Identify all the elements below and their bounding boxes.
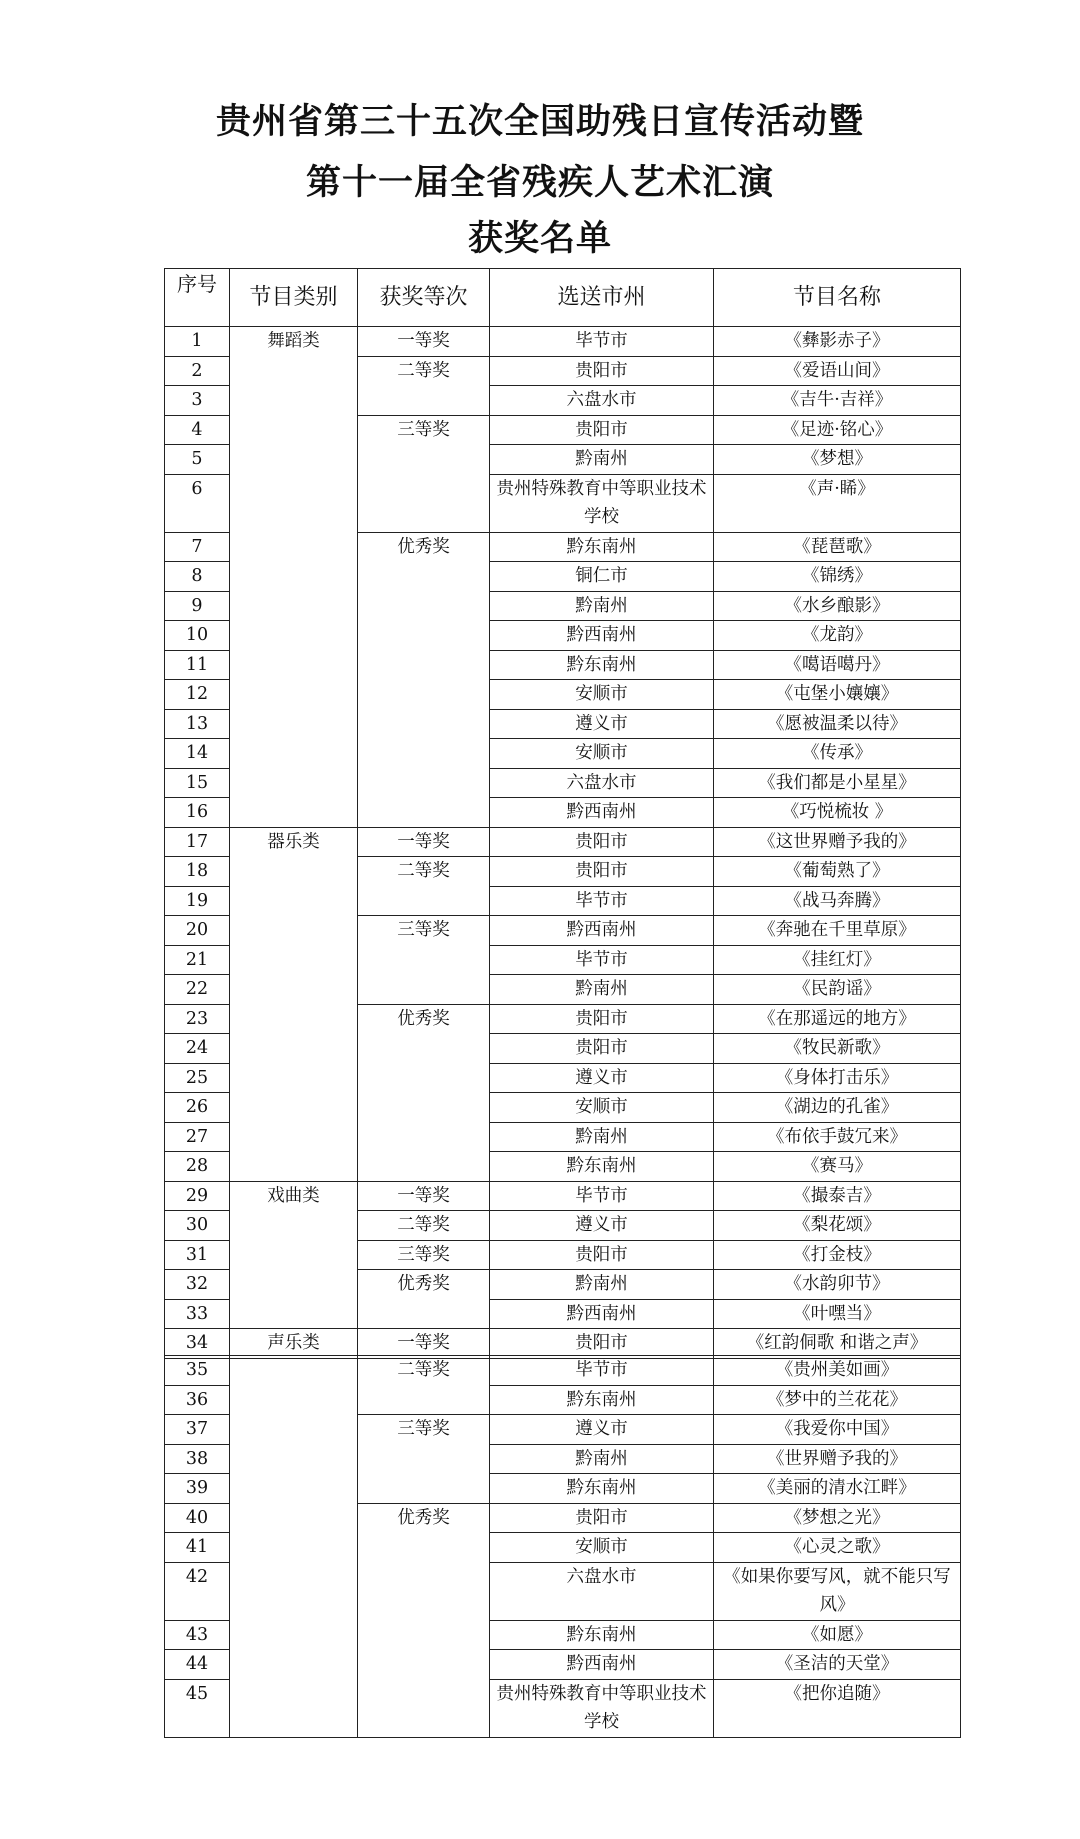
- row-number: 29: [165, 1181, 230, 1211]
- table-row: [165, 1356, 961, 1386]
- unit-cell: 贵阳市: [490, 415, 714, 445]
- unit-cell: 贵阳市: [490, 1004, 714, 1034]
- unit-cell: 毕节市: [490, 1181, 714, 1211]
- unit-cell: 黔南州: [490, 1122, 714, 1152]
- program-name-cell: 《美丽的清水江畔》: [714, 1474, 961, 1504]
- row-number: 35: [165, 1356, 230, 1386]
- unit-cell: 黔西南州: [490, 1299, 714, 1329]
- row-number: 43: [165, 1620, 230, 1650]
- award-level-cell: 优秀奖: [358, 532, 490, 827]
- unit-cell: 黔西南州: [490, 798, 714, 828]
- program-name-cell: 《叶嘿当》: [714, 1299, 961, 1329]
- award-level-cell: 一等奖: [358, 327, 490, 357]
- header-program: 节目名称: [714, 269, 961, 327]
- unit-cell: 黔东南州: [490, 1152, 714, 1182]
- program-name-cell: 《这世界赠予我的》: [714, 827, 961, 857]
- header-level: 获奖等次: [358, 269, 490, 327]
- row-number: 45: [165, 1679, 230, 1737]
- row-number: 17: [165, 827, 230, 857]
- program-name-cell: 《如果你要写风，就不能只写风》: [714, 1562, 961, 1620]
- row-number: 22: [165, 975, 230, 1005]
- unit-cell: 安顺市: [490, 1533, 714, 1563]
- award-level-cell: 二等奖: [358, 857, 490, 916]
- table-row: [165, 1329, 961, 1359]
- unit-cell: 遵义市: [490, 1211, 714, 1241]
- row-number: 19: [165, 886, 230, 916]
- award-level-cell: 一等奖: [358, 1329, 490, 1359]
- row-number: 16: [165, 798, 230, 828]
- program-name-cell: 《撮泰吉》: [714, 1181, 961, 1211]
- unit-cell: 黔西南州: [490, 1650, 714, 1680]
- award-level-cell: 三等奖: [358, 415, 490, 532]
- program-name-cell: 《挂红灯》: [714, 945, 961, 975]
- unit-cell: 安顺市: [490, 1093, 714, 1123]
- row-number: 18: [165, 857, 230, 887]
- program-name-cell: 《在那遥远的地方》: [714, 1004, 961, 1034]
- row-number: 39: [165, 1474, 230, 1504]
- unit-cell: 贵州特殊教育中等职业技术学校: [490, 1679, 714, 1737]
- unit-cell: 贵阳市: [490, 1503, 714, 1533]
- row-number: 40: [165, 1503, 230, 1533]
- program-name-cell: 《声·睎》: [714, 474, 961, 532]
- row-number: 34: [165, 1329, 230, 1359]
- program-name-cell: 《龙韵》: [714, 621, 961, 651]
- program-name-cell: 《屯堡小孃孃》: [714, 680, 961, 710]
- unit-cell: 贵阳市: [490, 1329, 714, 1359]
- unit-cell: 毕节市: [490, 886, 714, 916]
- unit-cell: 黔南州: [490, 975, 714, 1005]
- unit-cell: 贵州特殊教育中等职业技术学校: [490, 474, 714, 532]
- unit-cell: 贵阳市: [490, 1034, 714, 1064]
- row-number: 20: [165, 916, 230, 946]
- unit-cell: 贵阳市: [490, 1240, 714, 1270]
- table-row: [165, 1181, 961, 1211]
- unit-cell: 铜仁市: [490, 562, 714, 592]
- program-name-cell: 《噶语噶丹》: [714, 650, 961, 680]
- program-name-cell: 《我们都是小星星》: [714, 768, 961, 798]
- page-title-line-2: 第十一届全省残疾人艺术汇演: [305, 163, 774, 203]
- awards-table-part-1: [164, 268, 961, 1359]
- program-name-cell: 《心灵之歌》: [714, 1533, 961, 1563]
- award-level-cell: 优秀奖: [358, 1004, 490, 1181]
- program-name-cell: 《奔驰在千里草原》: [714, 916, 961, 946]
- program-name-cell: 《民韵谣》: [714, 975, 961, 1005]
- program-name-cell: 《把你追随》: [714, 1679, 961, 1737]
- unit-cell: 黔东南州: [490, 650, 714, 680]
- row-number: 36: [165, 1385, 230, 1415]
- row-number: 10: [165, 621, 230, 651]
- category-cell: 声乐类: [230, 1329, 358, 1359]
- unit-cell: 黔东南州: [490, 1620, 714, 1650]
- row-number: 31: [165, 1240, 230, 1270]
- row-number: 11: [165, 650, 230, 680]
- unit-cell: 安顺市: [490, 680, 714, 710]
- unit-cell: 黔东南州: [490, 1385, 714, 1415]
- award-level-cell: 二等奖: [358, 356, 490, 415]
- row-number: 26: [165, 1093, 230, 1123]
- award-level-cell: 三等奖: [358, 1415, 490, 1504]
- program-name-cell: 《吉牛·吉祥》: [714, 386, 961, 416]
- program-name-cell: 《我爱你中国》: [714, 1415, 961, 1445]
- table-row: [165, 827, 961, 857]
- awards-table-part-2: [164, 1355, 961, 1738]
- award-level-cell: 一等奖: [358, 827, 490, 857]
- unit-cell: 贵阳市: [490, 827, 714, 857]
- program-name-cell: 《布依手鼓冗来》: [714, 1122, 961, 1152]
- unit-cell: 黔南州: [490, 445, 714, 475]
- row-number: 28: [165, 1152, 230, 1182]
- category-cell: [230, 1356, 358, 1738]
- program-name-cell: 《水乡酿影》: [714, 591, 961, 621]
- program-name-cell: 《爱语山间》: [714, 356, 961, 386]
- table-row: [165, 327, 961, 357]
- award-level-cell: 三等奖: [358, 1240, 490, 1270]
- unit-cell: 安顺市: [490, 739, 714, 769]
- row-number: 33: [165, 1299, 230, 1329]
- program-name-cell: 《巧悦梳妆 》: [714, 798, 961, 828]
- program-name-cell: 《葡萄熟了》: [714, 857, 961, 887]
- row-number: 15: [165, 768, 230, 798]
- award-level-cell: 二等奖: [358, 1356, 490, 1415]
- row-number: 38: [165, 1444, 230, 1474]
- program-name-cell: 《锦绣》: [714, 562, 961, 592]
- row-number: 37: [165, 1415, 230, 1445]
- page-title-line-3: 获奖名单: [467, 219, 612, 259]
- program-name-cell: 《梦想之光》: [714, 1503, 961, 1533]
- row-number: 44: [165, 1650, 230, 1680]
- program-name-cell: 《传承》: [714, 739, 961, 769]
- unit-cell: 六盘水市: [490, 386, 714, 416]
- award-level-cell: 优秀奖: [358, 1270, 490, 1329]
- row-number: 9: [165, 591, 230, 621]
- row-number: 6: [165, 474, 230, 532]
- unit-cell: 毕节市: [490, 945, 714, 975]
- program-name-cell: 《战马奔腾》: [714, 886, 961, 916]
- program-name-cell: 《牧民新歌》: [714, 1034, 961, 1064]
- category-cell: 器乐类: [230, 827, 358, 1181]
- program-name-cell: 《彝影赤子》: [714, 327, 961, 357]
- unit-cell: 遵义市: [490, 709, 714, 739]
- program-name-cell: 《琵琶歌》: [714, 532, 961, 562]
- header-category: 节目类别: [230, 269, 358, 327]
- row-number: 3: [165, 386, 230, 416]
- row-number: 13: [165, 709, 230, 739]
- unit-cell: 遵义市: [490, 1063, 714, 1093]
- unit-cell: 六盘水市: [490, 1562, 714, 1620]
- award-level-cell: 二等奖: [358, 1211, 490, 1241]
- row-number: 4: [165, 415, 230, 445]
- program-name-cell: 《水韵卯节》: [714, 1270, 961, 1300]
- page-title-line-1: 贵州省第三十五次全国助残日宣传活动暨: [215, 102, 864, 142]
- table-header-row: [165, 269, 961, 327]
- header-unit: 选送市州: [490, 269, 714, 327]
- program-name-cell: 《打金枝》: [714, 1240, 961, 1270]
- award-level-cell: 一等奖: [358, 1181, 490, 1211]
- unit-cell: 遵义市: [490, 1415, 714, 1445]
- program-name-cell: 《愿被温柔以待》: [714, 709, 961, 739]
- program-name-cell: 《湖边的孔雀》: [714, 1093, 961, 1123]
- program-name-cell: 《梦中的兰花花》: [714, 1385, 961, 1415]
- award-level-cell: 优秀奖: [358, 1503, 490, 1737]
- row-number: 27: [165, 1122, 230, 1152]
- row-number: 21: [165, 945, 230, 975]
- unit-cell: 黔东南州: [490, 532, 714, 562]
- program-name-cell: 《如愿》: [714, 1620, 961, 1650]
- unit-cell: 黔南州: [490, 1444, 714, 1474]
- unit-cell: 黔西南州: [490, 621, 714, 651]
- program-name-cell: 《身体打击乐》: [714, 1063, 961, 1093]
- program-name-cell: 《梨花颂》: [714, 1211, 961, 1241]
- row-number: 14: [165, 739, 230, 769]
- unit-cell: 六盘水市: [490, 768, 714, 798]
- program-name-cell: 《贵州美如画》: [714, 1356, 961, 1386]
- unit-cell: 贵阳市: [490, 356, 714, 386]
- row-number: 41: [165, 1533, 230, 1563]
- header-seq: 序号: [165, 269, 230, 327]
- unit-cell: 贵阳市: [490, 857, 714, 887]
- category-cell: 舞蹈类: [230, 327, 358, 828]
- row-number: 8: [165, 562, 230, 592]
- unit-cell: 毕节市: [490, 1356, 714, 1386]
- program-name-cell: 《足迹·铭心》: [714, 415, 961, 445]
- row-number: 24: [165, 1034, 230, 1064]
- row-number: 32: [165, 1270, 230, 1300]
- row-number: 25: [165, 1063, 230, 1093]
- program-name-cell: 《圣洁的天堂》: [714, 1650, 961, 1680]
- row-number: 5: [165, 445, 230, 475]
- unit-cell: 黔南州: [490, 1270, 714, 1300]
- unit-cell: 黔西南州: [490, 916, 714, 946]
- unit-cell: 黔南州: [490, 591, 714, 621]
- row-number: 23: [165, 1004, 230, 1034]
- program-name-cell: 《世界赠予我的》: [714, 1444, 961, 1474]
- program-name-cell: 《赛马》: [714, 1152, 961, 1182]
- row-number: 42: [165, 1562, 230, 1620]
- program-name-cell: 《红韵侗歌 和谐之声》: [714, 1329, 961, 1359]
- row-number: 12: [165, 680, 230, 710]
- program-name-cell: 《梦想》: [714, 445, 961, 475]
- unit-cell: 黔东南州: [490, 1474, 714, 1504]
- row-number: 1: [165, 327, 230, 357]
- row-number: 30: [165, 1211, 230, 1241]
- category-cell: 戏曲类: [230, 1181, 358, 1329]
- row-number: 7: [165, 532, 230, 562]
- unit-cell: 毕节市: [490, 327, 714, 357]
- award-level-cell: 三等奖: [358, 916, 490, 1005]
- row-number: 2: [165, 356, 230, 386]
